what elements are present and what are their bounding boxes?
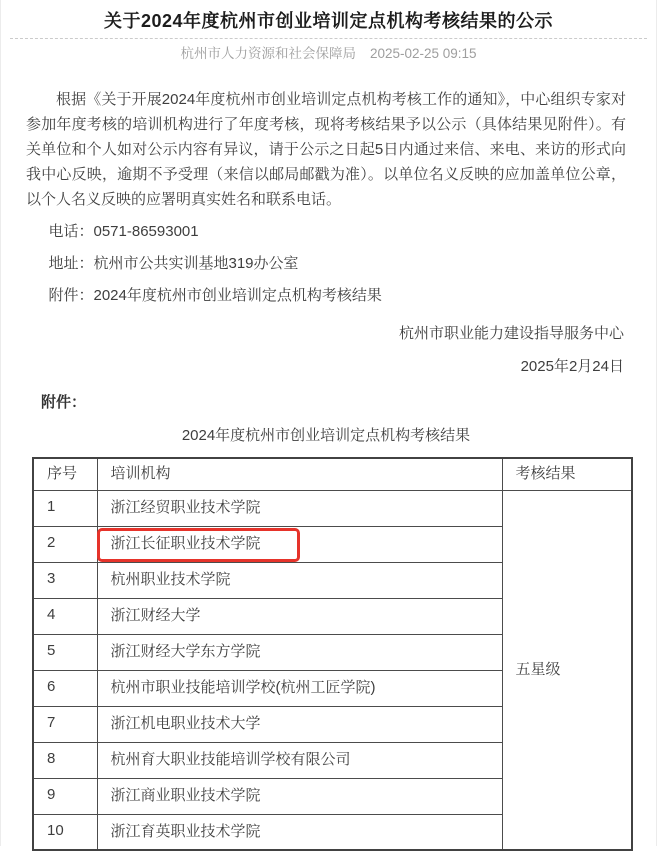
column-header-index: 序号 — [33, 458, 97, 490]
cell-index: 7 — [33, 706, 97, 742]
cell-result-merged — [502, 490, 632, 850]
result-rating-text: 五星级 — [515, 660, 561, 678]
assessment-result-table — [32, 457, 633, 851]
title-divider — [10, 38, 647, 39]
table-header-row — [33, 458, 632, 490]
cell-index: 9 — [33, 778, 97, 814]
column-header-institution: 培训机构 — [97, 458, 502, 490]
contact-address-line: 地址：杭州市公共实训基地319办公室 — [48, 255, 299, 272]
cell-index: 4 — [33, 598, 97, 634]
notice-page — [1, 0, 656, 851]
byline-timestamp: 2025-02-25 09:15 — [369, 46, 477, 61]
cell-index: 6 — [33, 670, 97, 706]
cell-institution-name: 浙江机电职业技术大学 — [97, 706, 502, 742]
byline — [1, 47, 656, 61]
cell-index: 8 — [33, 742, 97, 778]
notice-body-paragraph: 根据《关于开展2024年度杭州市创业培训定点机构考核工作的通知》，中心组织专家对参加年度考核的培训机构进行了年度考核，现将考核结果予以公示（具体结果见附件）。有关单位和个人如对公示内容有异议，请于公示之日起5日内通过来信、来电、来访的形式向我中心反映，逾期不予受理（来信以邮局邮戳为准）。以单位名义反映的应加盖单位公章，以个人名义反映的应署明真实姓名和联系电话。 — [26, 91, 626, 208]
cell-institution-name: 浙江经贸职业技术学院 — [97, 490, 502, 526]
cell-institution-name: 杭州育大职业技能培训学校有限公司 — [97, 742, 502, 778]
cell-institution-name: 浙江商业职业技术学院 — [97, 778, 502, 814]
cell-index: 10 — [33, 814, 97, 850]
attachment-reference-line: 附件：2024年度杭州市创业培训定点机构考核结果 — [48, 287, 382, 304]
cell-index: 1 — [33, 490, 97, 526]
cell-index: 5 — [33, 634, 97, 670]
attachment-label: 附件： — [41, 394, 87, 411]
notice-article — [1, 87, 656, 851]
highlight-red-box — [97, 528, 300, 562]
cell-institution-name: 浙江育英职业技术学院 — [97, 814, 502, 850]
page-title: 关于2024年度杭州市创业培训定点机构考核结果的公示 — [103, 11, 554, 31]
cell-institution-name: 浙江财经大学 — [97, 598, 502, 634]
cell-index: 3 — [33, 562, 97, 598]
signature-date: 2025年2月24日 — [520, 358, 624, 375]
cell-institution-name: 杭州职业技术学院 — [97, 562, 502, 598]
cell-institution-name: 浙江长征职业技术学院 — [97, 526, 502, 562]
cell-institution-name: 杭州市职业技能培训学校(杭州工匠学院) — [97, 670, 502, 706]
byline-agency: 杭州市人力资源和社会保障局 — [180, 46, 356, 61]
cell-institution-name: 浙江财经大学东方学院 — [97, 634, 502, 670]
column-header-result: 考核结果 — [502, 458, 632, 490]
contact-phone-line: 电话：0571-86593001 — [48, 223, 199, 240]
table-row — [33, 490, 632, 526]
cell-index: 2 — [33, 526, 97, 562]
attachment-table-title: 2024年度杭州市创业培训定点机构考核结果 — [181, 427, 471, 444]
signature-organization: 杭州市职业能力建设指导服务中心 — [398, 325, 624, 342]
